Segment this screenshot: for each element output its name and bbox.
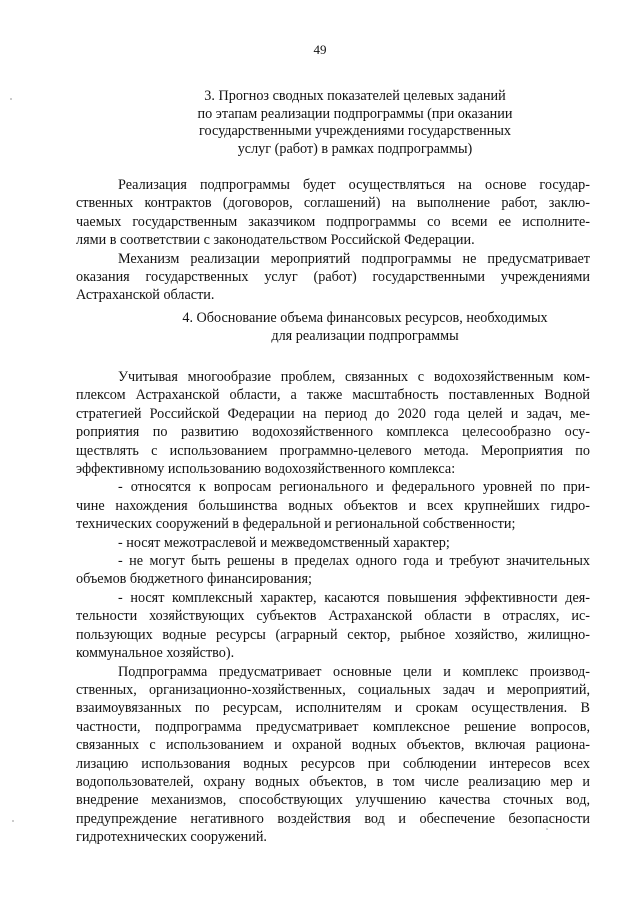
text-line: коммунальное хозяйство). xyxy=(76,645,235,662)
heading-line: по этапам реализации подпрограммы (при оказании xyxy=(197,105,513,122)
heading-line: 3. Прогноз сводных показателей целевых заданий xyxy=(204,88,506,104)
scan-speck xyxy=(12,820,14,822)
heading-line: 4. Обоснование объема финансовых ресурсов, необходимых xyxy=(182,310,548,326)
text-line: Механизм реализации мероприятий подпрограммы не предусматривает xyxy=(118,250,590,267)
page-number: 49 xyxy=(313,42,327,57)
text-line: - не могут быть решены в пределах одного года и требуют значительных xyxy=(118,553,590,570)
text-line: частности, подпрограмма предусматривает комплексное решение вопросов, xyxy=(76,718,590,735)
section-4-body xyxy=(76,368,590,847)
text-line: лизацию использования водных ресурсов при соблюдении интересов всех xyxy=(76,755,590,772)
text-line: ственных контрактов (договоров, соглашений) на выполнение работ, заклю- xyxy=(76,195,590,212)
scan-speck xyxy=(10,98,12,100)
text-line: плексом Астраханской области, а также масштабность поставленных Водной xyxy=(76,387,590,404)
text-line: стратегией Российской Федерации на период до 2020 года целей и задач, ме- xyxy=(76,405,590,422)
text-line: - относятся к вопросам регионального и федерального уровней по при- xyxy=(118,479,590,496)
section-3-body xyxy=(76,176,590,305)
text-line: ществлять с использованием программно-целевого метода. Мероприятия по xyxy=(76,442,590,459)
section-3-heading xyxy=(120,88,590,158)
heading-line: государственными учреждениями государственных xyxy=(199,123,511,139)
text-line: эффективному использованию водохозяйственного комплекса: xyxy=(76,461,456,478)
heading-line: для реализации подпрограммы xyxy=(271,327,459,344)
text-line: пользующих водные ресурсы (аграрный сектор, рыбное хозяйство, жилищно- xyxy=(76,626,590,643)
text-line: взаимоувязанных по ресурсам, исполнителям и срокам осуществления. В xyxy=(76,700,590,717)
text-line: предупреждение негативного воздействия вод и обеспечение безопасности xyxy=(76,810,590,827)
heading-line: услуг (работ) в рамках подпрограммы) xyxy=(237,140,473,157)
text-line: - носят межотраслевой и межведомственный характер; xyxy=(118,534,450,551)
text-line: тельности хозяйствующих субъектов Астраханской области в отраслях, ис- xyxy=(76,608,590,625)
text-line: гидротехнических сооружений. xyxy=(76,829,267,846)
text-line: чаемых государственным заказчиком подпрограммы со всеми ее исполните- xyxy=(76,213,590,230)
text-line: Реализация подпрограммы будет осуществляться на основе государ- xyxy=(118,177,590,193)
text-line: Учитывая многообразие проблем, связанных с водохозяйственным ком- xyxy=(118,369,590,385)
scan-speck xyxy=(546,828,548,830)
text-line: роприятия по развитию водохозяйственного комплекса целесообразно осу- xyxy=(76,424,590,441)
text-line: - носят комплексный характер, касаются повышения эффективности дея- xyxy=(118,589,590,606)
text-line: водопользователей, охрану водных объектов, в том числе реализацию мер и xyxy=(76,773,590,790)
text-line: связанных с использованием и охраной водных объектов, включая рациона- xyxy=(76,737,590,754)
text-line: оказания государственных услуг (работ) государственными учреждениями xyxy=(76,269,590,286)
text-line: ственных, организационно-хозяйственных, социальных задач и мероприятий, xyxy=(76,681,590,698)
text-line: Подпрограмма предусматривает основные цели и комплекс производ- xyxy=(118,663,590,680)
text-line: внедрение механизмов, способствующих улучшению качества сточных вод, xyxy=(76,792,590,809)
text-line: технических сооружений в федеральной и региональной собственности; xyxy=(76,516,516,533)
section-4-heading xyxy=(150,310,580,345)
text-line: Астраханской области. xyxy=(76,287,215,304)
text-line: чине нахождения большинства водных объектов и всех крупнейших гидро- xyxy=(76,497,590,514)
text-line: лями в соответствии с законодательством Российской Федерации. xyxy=(76,232,475,249)
text-line: объемов бюджетного финансирования; xyxy=(76,571,312,588)
